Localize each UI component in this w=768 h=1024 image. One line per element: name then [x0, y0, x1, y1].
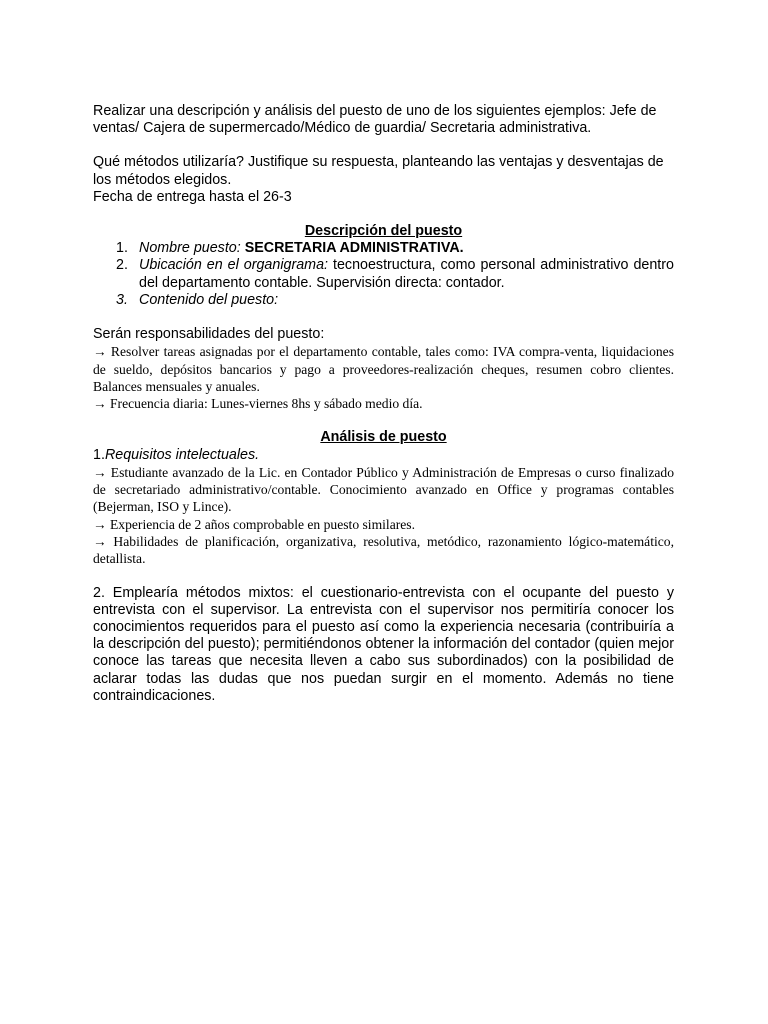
requirement-item: → Experiencia de 2 años comprobable en puesto similares. [93, 516, 415, 532]
list-item [93, 240, 674, 257]
list-item [93, 257, 674, 291]
list-item-label: Contenido del puesto: [139, 291, 279, 308]
list-item-number: 1. [116, 240, 128, 257]
requirement-item: → Estudiante avanzado de la Lic. en Contador Público y Administración de Empresas o curso finalizado de secretariado administrativo/contable. Conocimiento avanzado en Office y programas contables (Bejerman, ISO y Lince). [93, 464, 674, 515]
document-body [93, 103, 674, 705]
responsibilities-intro: Serán responsabilidades del puesto: [93, 326, 325, 343]
section-heading-descripcion: Descripción del puesto [304, 223, 463, 240]
responsibility-item: → Resolver tareas asignadas por el departamento contable, tales como: IVA compra-venta, liquidaciones de sueldo, depósitos bancarios y pago a proveedores-realización cheques, resumen cobro clientes. Balances mensuales y anuales. [93, 344, 674, 394]
subheading-label: Requisitos intelectuales. [104, 446, 260, 463]
assignment-question: Qué métodos utilizaría? Justifique su respuesta, planteando las ventajas y desventajas de los métodos elegidos. [93, 154, 664, 188]
section-heading-analisis: Análisis de puesto [320, 429, 447, 446]
list-item-value: tecnoestructura, como personal administrativo dentro del departamento contable. Supervisión directa: contador. [139, 257, 674, 291]
due-date: Fecha de entrega hasta el 26-3 [93, 188, 292, 205]
list-item-number: 2. [116, 257, 128, 274]
list-item [93, 292, 674, 309]
requirements-subheading [93, 447, 674, 464]
requirement-item: → Habilidades de planificación, organizativa, resolutiva, metódico, razonamiento lógico-matemático, detallista. [93, 534, 674, 567]
responsibility-item: → Frecuencia diaria: Lunes-viernes 8hs y sábado medio día. [93, 396, 423, 412]
list-item-label: Nombre puesto: [139, 240, 241, 257]
methods-paragraph: 2. Emplearía métodos mixtos: el cuestionario-entrevista con el ocupante del puesto y entrevista con el supervisor. La entrevista con el supervisor nos permitiría conocer los conocimientos requeridos para el puesto así como la experiencia necesaria (contribuiría a la descripción del puesto); permitiéndonos obtener la información del contador (quien mejor conoce las tareas que necesita lleven a cabo sus subordinados) con la posibilidad de aclarar todas las dudas que nos puedan surgir en el momento. Además no tiene contraindicaciones. [93, 584, 674, 704]
list-item-label: Ubicación en el organigrama: [139, 257, 329, 274]
description-list [93, 240, 674, 309]
list-item-value: SECRETARIA ADMINISTRATIVA. [240, 240, 464, 257]
subheading-number: 1. [93, 446, 105, 463]
list-item-number: 3. [116, 291, 128, 308]
assignment-instructions: Realizar una descripción y análisis del puesto de uno de los siguientes ejemplos: Jefe de ventas/ Cajera de supermercado/Médico de guardia/ Secretaria administrativa. [93, 103, 657, 137]
